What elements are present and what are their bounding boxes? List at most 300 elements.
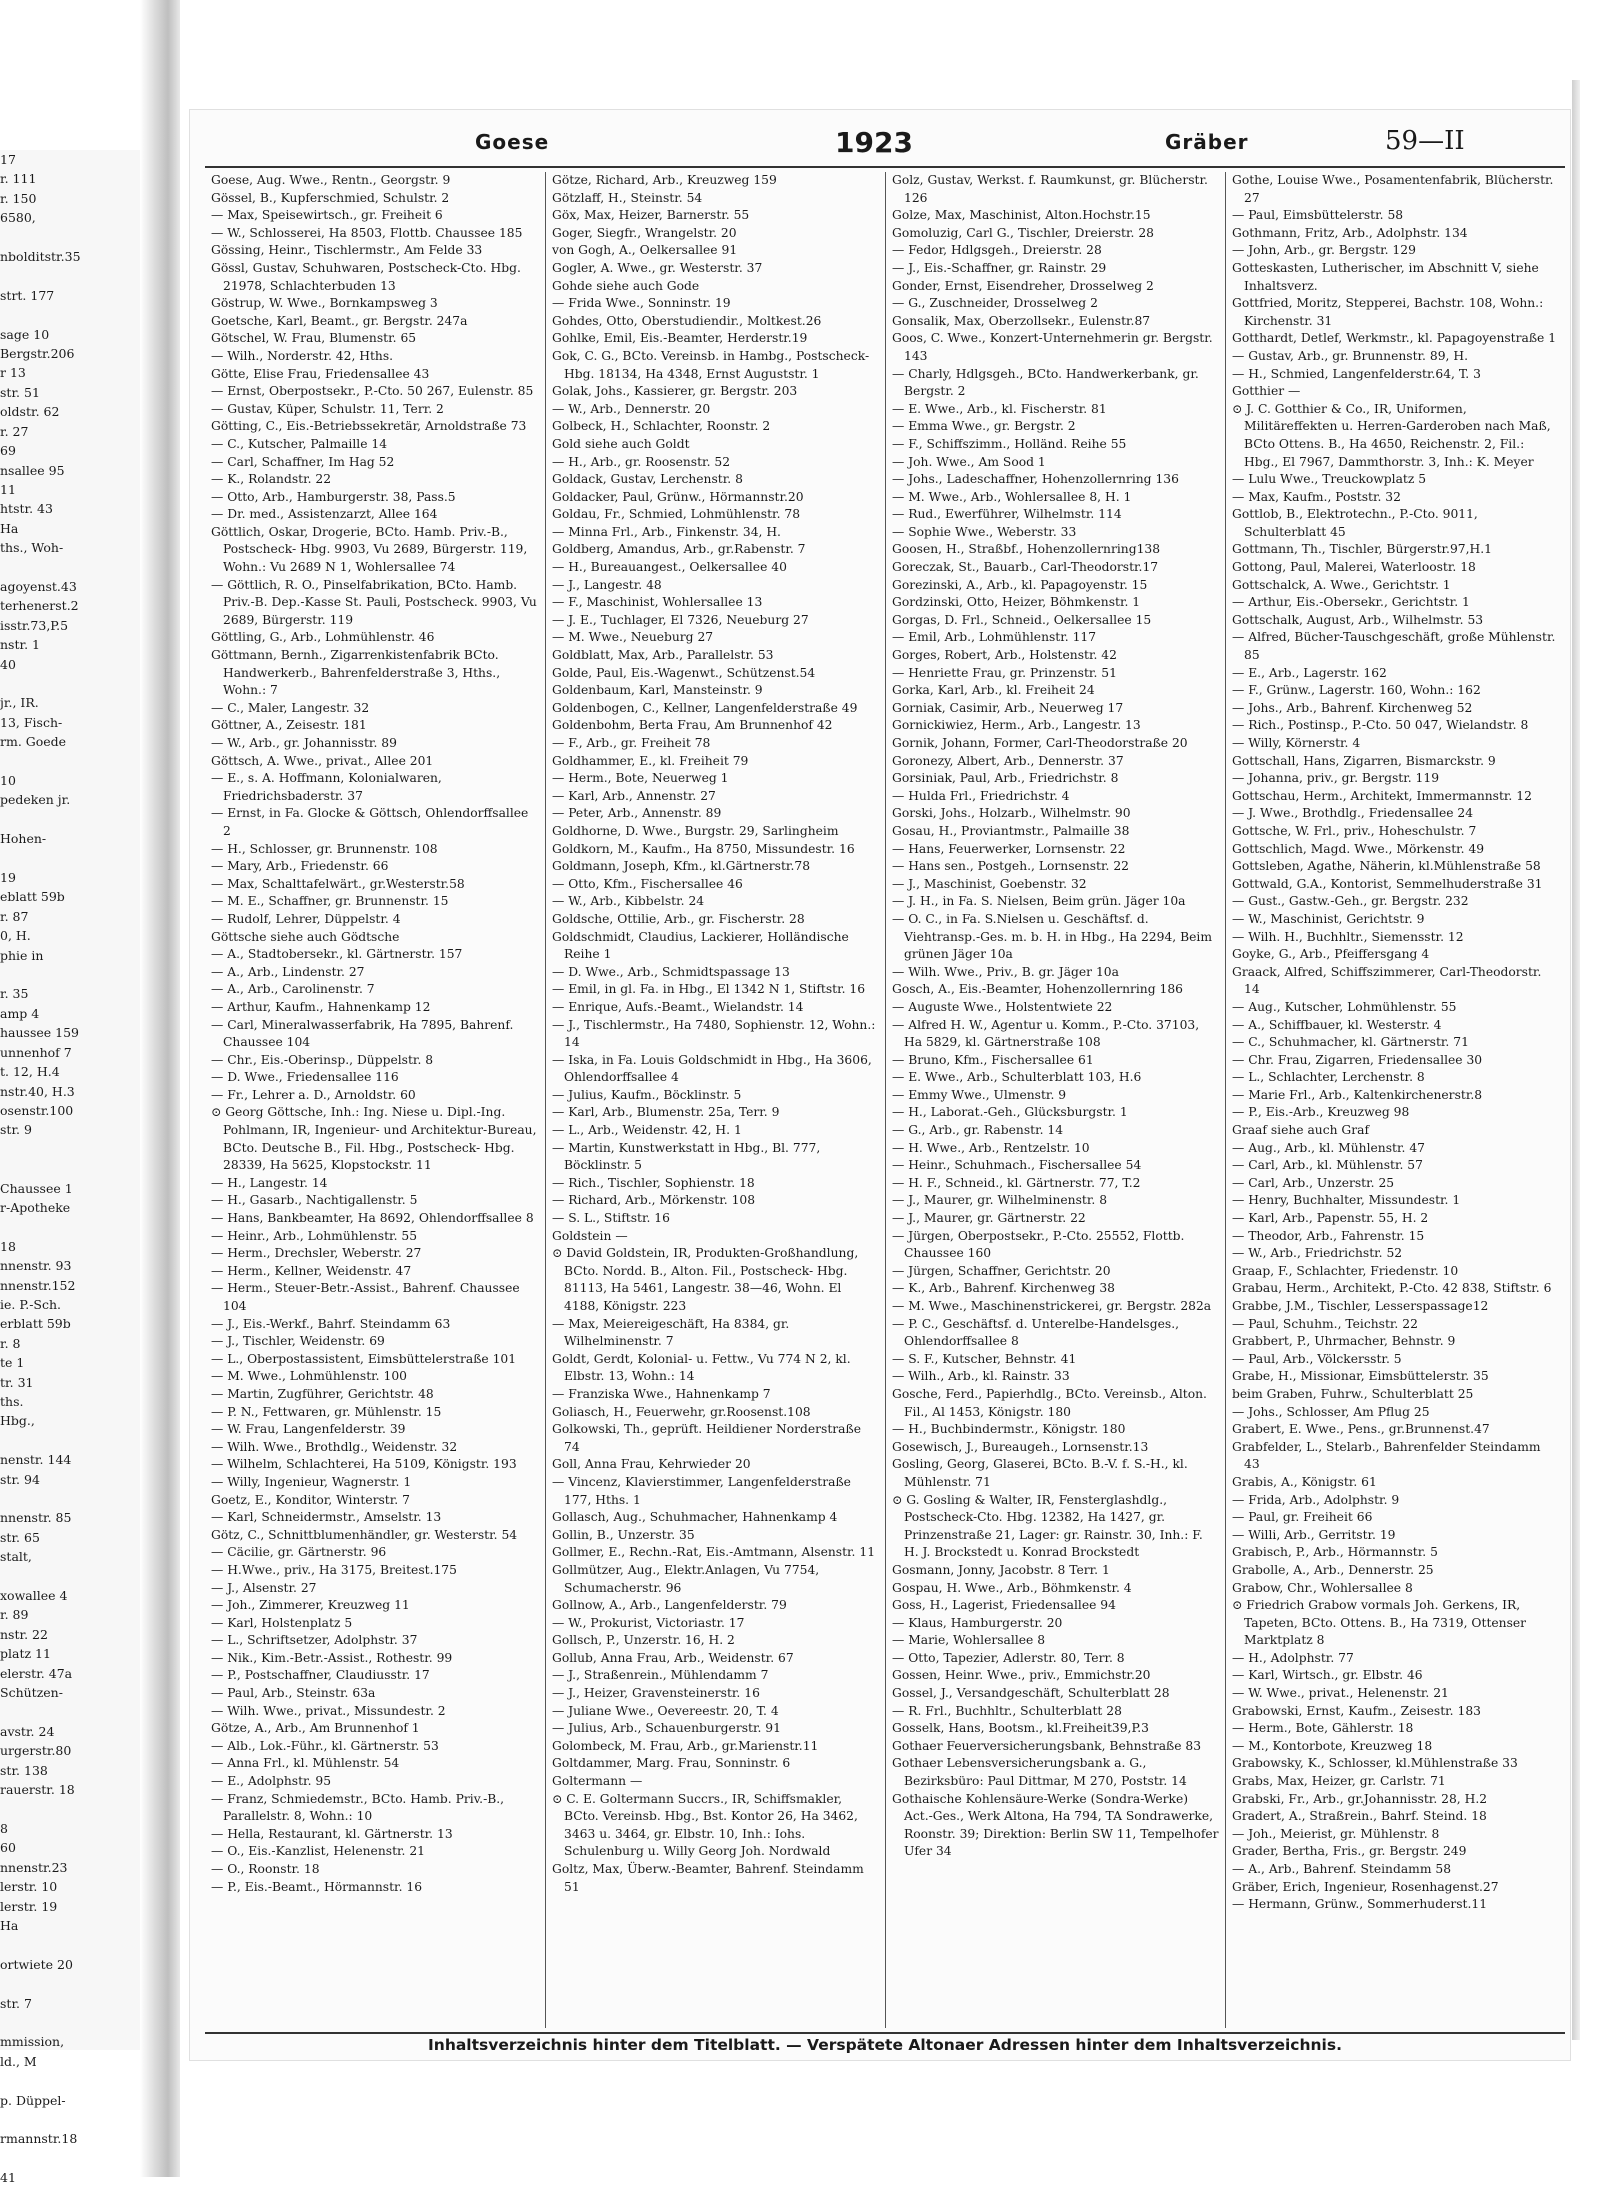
directory-entry: Gollsch, P., Unzerstr. 16, H. 2 — [552, 1633, 735, 1648]
directory-entry: ⊙ C. E. Goltermann Succrs., IR, Schiffsmakler, BCto. Vereinsb. Hbg., Bst. Kontor 26, Ha 3462, 3463 u. 3464, gr. Elbstr. 10, Inh.: Iohs. Schulenburg u. Willy Georg Joh. Nordwald — [552, 1791, 858, 1859]
directory-entry: — H., Arb., gr. Roosenstr. 52 — [552, 454, 731, 469]
directory-entry: — Karl, Arb., Blumenstr. 25a, Terr. 9 — [552, 1105, 780, 1120]
directory-entry: — L., Arb., Weidenstr. 42, H. 1 — [552, 1123, 742, 1138]
directory-entry: — P. N., Fettwaren, gr. Mühlenstr. 15 — [211, 1404, 442, 1419]
directory-entry: — Jürgen, Schaffner, Gerichtstr. 20 — [892, 1263, 1111, 1278]
left-page-line — [0, 1567, 140, 1586]
directory-entry: — Ernst, in Fa. Glocke & Göttsch, Ohlendorffsallee 2 — [211, 806, 529, 838]
left-page-line: urgerstr.80 — [0, 1743, 72, 1759]
directory-entry: — Arthur, Kaufm., Hahnenkamp 12 — [211, 999, 431, 1014]
directory-entry: Goldenbogen, C., Kellner, Langenfelderstraße 49 — [552, 700, 858, 715]
directory-entry: — E., s. A. Hoffmann, Kolonialwaren, Friedrichsbaderstr. 37 — [211, 771, 442, 803]
directory-entry: Götte, Elise Frau, Friedensallee 43 — [211, 366, 430, 381]
directory-entry: Götting, C., Eis.-Betriebssekretär, Arnoldstraße 73 — [211, 419, 527, 434]
directory-entry: — S. L., Stiftstr. 16 — [552, 1211, 670, 1226]
left-page-line: haussee 159 — [0, 1025, 80, 1041]
directory-entry: Grabs, Max, Heizer, gr. Carlstr. 71 — [1232, 1774, 1446, 1789]
directory-entry: Gossel, J., Versandgeschäft, Schulterblatt 28 — [892, 1686, 1170, 1701]
directory-entry: — Max, Meiereigeschäft, Ha 8384, gr. Wilhelminenstr. 7 — [552, 1316, 790, 1349]
left-page-line: r. 35 — [0, 986, 29, 1002]
directory-entry: Gottfried, Moritz, Stepperei, Bachstr. 108, Wohn.: Kirchenstr. 31 — [1232, 296, 1544, 328]
directory-entry: — Charly, Hdlgsgeh., BCto. Handwerkerbank, gr. Bergstr. 2 — [892, 366, 1199, 399]
directory-entry: — Otto, Arb., Hamburgerstr. 38, Pass.5 — [211, 489, 456, 504]
directory-entry: Gornickiwiez, Herm., Arb., Langestr. 13 — [892, 718, 1141, 733]
directory-entry: Goss, H., Lagerist, Friedensallee 94 — [892, 1598, 1116, 1613]
directory-entry: — Aug., Kutscher, Lohmühlenstr. 55 — [1232, 999, 1457, 1014]
directory-entry: Gorski, Johs., Holzarb., Wilhelmstr. 90 — [892, 806, 1131, 821]
left-page-line: ths., Woh- — [0, 540, 64, 556]
directory-entry: — Wilhelm, Schlachterei, Ha 5109, Königstr. 193 — [211, 1457, 517, 1472]
directory-entry: — C., Kutscher, Palmaille 14 — [211, 436, 388, 451]
directory-entry: — H., Bureauangest., Oelkersallee 40 — [552, 560, 787, 575]
directory-entry: — J., Alsenstr. 27 — [211, 1580, 317, 1595]
directory-entry: — Willi, Arb., Gerritstr. 19 — [1232, 1527, 1396, 1542]
directory-entry: von Gogh, A., Oelkersallee 91 — [552, 243, 738, 258]
left-page-line — [0, 849, 140, 868]
left-page-line — [0, 228, 140, 247]
directory-entry: — W. Frau, Langenfelderstr. 39 — [211, 1422, 406, 1437]
directory-entry: — Otto, Kfm., Fischersallee 46 — [552, 876, 743, 891]
directory-entry: — Hulda Frl., Friedrichstr. 4 — [892, 788, 1070, 803]
left-page-line: p. Düppel- — [0, 2092, 66, 2108]
directory-entry: Gollin, B., Unzerstr. 35 — [552, 1527, 695, 1542]
left-page-line: nnenstr. 85 — [0, 1510, 72, 1526]
directory-entry: Gössl, Gustav, Schuhwaren, Postscheck-Cto. Hbg. 21978, Schlachterbuden 13 — [211, 260, 521, 293]
directory-entry: — Hans sen., Postgeh., Lornsenstr. 22 — [892, 859, 1129, 874]
left-page-line: ld., M — [0, 2053, 37, 2069]
directory-entry: Grabisch, P., Arb., Hörmannstr. 5 — [1232, 1545, 1438, 1560]
directory-entry: — D. Wwe., Arb., Schmidtspassage 13 — [552, 964, 790, 979]
directory-entry: Goldschmidt, Claudius, Lackierer, Holländische Reihe 1 — [552, 929, 849, 962]
directory-entry: Gorgas, D. Frl., Schneid., Oelkersallee 15 — [892, 612, 1152, 627]
left-page-line — [0, 266, 140, 285]
directory-entry: — H., Gasarb., Nachtigallenstr. 5 — [211, 1193, 418, 1208]
directory-entry: Gospau, H. Wwe., Arb., Böhmkenstr. 4 — [892, 1580, 1132, 1595]
directory-entry: — Emmy Wwe., Ulmenstr. 9 — [892, 1087, 1067, 1102]
left-page-line: 11 — [0, 481, 16, 497]
directory-entry: — Emma Wwe., gr. Bergstr. 2 — [892, 419, 1076, 434]
entry-columns — [205, 172, 1565, 2028]
directory-entry: — M., Kontorbote, Kreuzweg 18 — [1232, 1738, 1433, 1753]
left-page-line: str. 51 — [0, 384, 40, 400]
directory-entry: — Juliane Wwe., Oevereestr. 20, T. 4 — [552, 1703, 779, 1718]
directory-entry: — Marie Frl., Arb., Kaltenkirchenerstr.8 — [1232, 1087, 1483, 1102]
directory-entry: Grabert, E. Wwe., Pens., gr.Brunnenst.47 — [1232, 1422, 1490, 1437]
directory-entry: — Karl, Holstenplatz 5 — [211, 1615, 353, 1630]
directory-entry: — G., Arb., gr. Rabenstr. 14 — [892, 1123, 1064, 1138]
directory-entry: — Alfred H. W., Agentur u. Komm., P.-Cto. 37103, Ha 5829, kl. Gärtnerstraße 108 — [892, 1017, 1200, 1050]
directory-entry: Gosling, Georg, Glaserei, BCto. B.-V. f. S.-H., kl. Mühlenstr. 71 — [892, 1457, 1188, 1489]
directory-entry: Goldhammer, E., kl. Freiheit 79 — [552, 753, 749, 768]
left-page-line: eblatt 59b — [0, 889, 65, 905]
directory-entry: Gorka, Karl, Arb., kl. Freiheit 24 — [892, 683, 1095, 698]
left-page-line: str. 138 — [0, 1762, 48, 1778]
directory-entry: — P., Eis.-Arb., Kreuzweg 98 — [1232, 1105, 1410, 1120]
left-page-line — [0, 1140, 140, 1159]
directory-entry: — Aug., Arb., kl. Mühlenstr. 47 — [1232, 1140, 1425, 1155]
left-page-line: Hohen- — [0, 831, 47, 847]
directory-entry: — O., Eis.-Kanzlist, Helenenstr. 21 — [211, 1844, 426, 1859]
directory-entry: — Herm., Steuer-Betr.-Assist., Bahrenf. Chaussee 104 — [211, 1281, 520, 1313]
directory-entry: Göttlich, Oskar, Drogerie, BCto. Hamb. Priv.-B., Postscheck- Hbg. 9903, Vu 2689, Bürgerstr. 119, Wohn.: Vu 2689 N 1, Wohlersallee 74 — [211, 524, 528, 575]
directory-entry: — Hans, Bankbeamter, Ha 8692, Ohlendorffsallee 8 — [211, 1211, 534, 1226]
directory-entry: Gottschalck, A. Wwe., Gerichtstr. 1 — [1232, 577, 1451, 592]
directory-entry: Goldenbohm, Berta Frau, Am Brunnenhof 42 — [552, 718, 833, 733]
directory-entry: Gottong, Paul, Malerei, Waterloostr. 18 — [1232, 560, 1476, 575]
left-page-line: nstr.40, H.3 — [0, 1083, 75, 1099]
directory-entry: Goetz, E., Konditor, Winterstr. 7 — [211, 1492, 410, 1507]
directory-entry: Goldack, Gustav, Lerchenstr. 8 — [552, 472, 743, 487]
left-page-line: htstr. 43 — [0, 501, 53, 517]
directory-entry: — Herm., Kellner, Weidenstr. 47 — [211, 1263, 412, 1278]
directory-entry: — Rudolf, Lehrer, Düppelstr. 4 — [211, 911, 401, 926]
directory-entry: Goltdammer, Marg. Frau, Sonninstr. 6 — [552, 1756, 791, 1771]
directory-entry: Gollasch, Aug., Schuhmacher, Hahnenkamp 4 — [552, 1510, 838, 1525]
directory-entry: — Sophie Wwe., Weberstr. 33 — [892, 524, 1077, 539]
directory-entry: Göstrup, W. Wwe., Bornkampsweg 3 — [211, 296, 438, 311]
directory-entry: Gottschau, Herm., Architekt, Immermannstr. 12 — [1232, 788, 1532, 803]
directory-entry: Gothe, Louise Wwe., Posamentenfabrik, Blücherstr. 27 — [1232, 173, 1554, 205]
directory-entry: — Vincenz, Klavierstimmer, Langenfelderstraße 177, Hths. 1 — [552, 1474, 851, 1507]
left-page-line — [0, 1800, 140, 1819]
directory-entry: Gottmann, Th., Tischler, Bürgerstr.97,H.1 — [1232, 542, 1492, 557]
directory-entry: Gorniak, Casimir, Arb., Neuerweg 17 — [892, 700, 1124, 715]
header-rule — [205, 166, 1565, 168]
directory-entry: — Emil, Arb., Lohmühlenstr. 117 — [892, 630, 1097, 645]
left-page-line: r 13 — [0, 365, 26, 381]
directory-entry: — Paul, gr. Freiheit 66 — [1232, 1510, 1373, 1525]
directory-entry: Gosau, H., Proviantmstr., Palmaille 38 — [892, 823, 1130, 838]
directory-entry: — C., Maler, Langestr. 32 — [211, 700, 370, 715]
directory-entry: — R. Frl., Buchhltr., Schulterblatt 28 — [892, 1703, 1122, 1718]
directory-entry: Götze, Richard, Arb., Kreuzweg 159 — [552, 173, 777, 187]
directory-entry: Goldstein — — [552, 1228, 628, 1243]
directory-entry: Grabfelder, L., Stelarb., Bahrenfelder Steindamm 43 — [1232, 1439, 1541, 1472]
left-page-line: 60 — [0, 1840, 16, 1856]
left-page-line — [0, 965, 140, 984]
directory-entry: Goldsche, Ottilie, Arb., gr. Fischerstr. 28 — [552, 911, 805, 926]
directory-entry: Gonsalik, Max, Oberzollsekr., Eulenstr.87 — [892, 313, 1151, 328]
directory-entry: — M. E., Schaffner, gr. Brunnenstr. 15 — [211, 894, 449, 909]
left-page-line: ie. P.-Sch. — [0, 1296, 62, 1312]
directory-entry: — Rich., Tischler, Sophienstr. 18 — [552, 1175, 755, 1190]
directory-entry: — Joh. Wwe., Am Sood 1 — [892, 454, 1046, 469]
directory-entry: — H., Schmied, Langenfelderstr.64, T. 3 — [1232, 366, 1481, 381]
directory-entry: — Johs., Ladeschaffner, Hohenzollernring 136 — [892, 472, 1179, 487]
left-page-line — [0, 2149, 140, 2168]
directory-entry: — Chr., Eis.-Oberinsp., Düppelstr. 8 — [211, 1052, 434, 1067]
directory-entry: — J., Heizer, Gravensteinerstr. 16 — [552, 1686, 760, 1701]
directory-entry: — Anna Frl., kl. Mühlenstr. 54 — [211, 1756, 400, 1771]
directory-entry: — Herm., Bote, Gählerstr. 18 — [1232, 1721, 1414, 1736]
directory-entry: — A., Stadtobersekr., kl. Gärtnerstr. 157 — [211, 947, 463, 962]
left-page-line: ortwiete 20 — [0, 1956, 73, 1972]
directory-entry: Goldenbaum, Karl, Mansteinstr. 9 — [552, 683, 763, 698]
directory-entry: Gollmer, E., Rechn.-Rat, Eis.-Amtmann, Alsenstr. 11 — [552, 1545, 876, 1560]
directory-entry: — Theodor, Arb., Fahrenstr. 15 — [1232, 1228, 1425, 1243]
directory-entry: Goosen, H., Straßbf., Hohenzollernring138 — [892, 542, 1161, 557]
left-page-line — [0, 1974, 140, 1993]
directory-entry: Goldblatt, Max, Arb., Parallelstr. 53 — [552, 648, 774, 663]
left-page-line — [0, 1431, 140, 1450]
directory-entry: Gohdes, Otto, Oberstudiendir., Moltkest.26 — [552, 313, 822, 328]
directory-entry: Gossen, Heinr. Wwe., priv., Emmichstr.20 — [892, 1668, 1151, 1683]
left-page-line: 13, Fisch- — [0, 714, 63, 730]
directory-entry: Grabolle, A., Arb., Dennerstr. 25 — [1232, 1562, 1434, 1577]
directory-entry: Goese, Aug. Wwe., Rentn., Georgstr. 9 — [211, 173, 451, 187]
directory-entry: — M. Wwe., Neueburg 27 — [552, 630, 714, 645]
directory-entry: — Mary, Arb., Friedenstr. 66 — [211, 859, 389, 874]
directory-entry: Gössing, Heinr., Tischlermstr., Am Felde 33 — [211, 243, 483, 258]
book-spine-shadow — [140, 0, 180, 2177]
directory-entry: Gosselk, Hans, Bootsm., kl.Freiheit39,P.3 — [892, 1721, 1149, 1736]
left-page-line — [0, 558, 140, 577]
directory-entry: — Max, Schalttafelwärt., gr.Westerstr.58 — [211, 876, 465, 891]
directory-entry: — Karl, Wirtsch., gr. Elbstr. 46 — [1232, 1668, 1423, 1683]
left-page-line: r. 111 — [0, 171, 37, 187]
page-edge — [1572, 80, 1580, 2040]
directory-entry: — A., Arb., Lindenstr. 27 — [211, 964, 365, 979]
directory-entry: — Otto, Tapezier, Adlerstr. 80, Terr. 8 — [892, 1650, 1125, 1665]
directory-entry: — Joh., Meierist, gr. Mühlenstr. 8 — [1232, 1826, 1440, 1841]
left-page-fragment — [0, 150, 140, 2186]
directory-entry: Götze, A., Arb., Am Brunnenhof 1 — [211, 1721, 420, 1736]
directory-entry: — H.Wwe., priv., Ha 3175, Breitest.175 — [211, 1562, 457, 1577]
directory-entry: Gollnow, A., Arb., Langenfelderstr. 79 — [552, 1598, 787, 1613]
left-page-line — [0, 674, 140, 693]
left-page-line: nnenstr. 93 — [0, 1258, 72, 1274]
directory-entry: Golak, Johs., Kassierer, gr. Bergstr. 203 — [552, 384, 798, 399]
directory-entry: Gonder, Ernst, Eisendreher, Drosselweg 2 — [892, 278, 1154, 293]
column-1 — [205, 172, 545, 2028]
directory-entry: Gosch, A., Eis.-Beamter, Hohenzollernring 186 — [892, 982, 1183, 997]
left-page-line: 19 — [0, 870, 16, 886]
left-page-line: te 1 — [0, 1355, 25, 1371]
left-page-line — [0, 1159, 140, 1178]
directory-entry: Graack, Alfred, Schiffszimmerer, Carl-Theodorstr. 14 — [1232, 964, 1542, 997]
directory-entry: Grabowski, Ernst, Kaufm., Zeisestr. 183 — [1232, 1703, 1481, 1718]
directory-entry: Gosmann, Jonny, Jacobstr. 8 Terr. 1 — [892, 1562, 1110, 1577]
directory-entry: Goyke, G., Arb., Pfeiffersgang 4 — [1232, 947, 1430, 962]
left-page-line: lerstr. 10 — [0, 1879, 58, 1895]
directory-entry: — L., Schlachter, Lerchenstr. 8 — [1232, 1070, 1425, 1085]
directory-entry: — Heinr., Schuhmach., Fischersallee 54 — [892, 1158, 1142, 1173]
directory-entry: Golde, Paul, Eis.-Wagenwt., Schützenst.54 — [552, 665, 816, 680]
directory-entry: — W., Maschinist, Gerichtstr. 9 — [1232, 911, 1425, 926]
directory-entry: — Johs., Schlosser, Am Pflug 25 — [1232, 1404, 1430, 1419]
directory-entry: — P., Postschaffner, Claudiusstr. 17 — [211, 1668, 430, 1683]
directory-entry: ⊙ David Goldstein, IR, Produkten-Großhandlung, BCto. Nordd. B., Alton. Fil., Postscheck- Hbg. 81113, Ha 5461, Langestr. 38—46, Wohn. El 4188, Königstr. 223 — [552, 1246, 859, 1313]
directory-entry: — Auguste Wwe., Holstentwiete 22 — [892, 999, 1113, 1014]
directory-entry: Gotteskasten, Lutherischer, im Abschnitt V, siehe Inhaltsverz. — [1232, 260, 1539, 293]
directory-entry: — Martin, Zugführer, Gerichtstr. 48 — [211, 1386, 434, 1401]
directory-entry: Golombeck, M. Frau, Arb., gr.Marienstr.11 — [552, 1738, 819, 1753]
directory-entry: ⊙ Friedrich Grabow vormals Joh. Gerkens, IR, Tapeten, BCto. Ottens. B., Ha 7319, Ottenser Marktplatz 8 — [1232, 1598, 1527, 1648]
directory-entry: — Hella, Restaurant, kl. Gärtnerstr. 13 — [211, 1826, 453, 1841]
directory-entry: — F., Schiffszimm., Holländ. Reihe 55 — [892, 436, 1127, 451]
directory-entry: — K., Arb., Bahrenf. Kirchenweg 38 — [892, 1281, 1116, 1296]
left-page-line: rauerstr. 18 — [0, 1782, 75, 1798]
directory-entry: Goos, C. Wwe., Konzert-Unternehmerin gr. Bergstr. 143 — [892, 331, 1213, 363]
directory-entry: — Frida, Arb., Adolphstr. 9 — [1232, 1492, 1400, 1507]
directory-entry: — Karl, Arb., Annenstr. 27 — [552, 788, 716, 803]
directory-entry: — G., Zuschneider, Drosselweg 2 — [892, 296, 1098, 311]
directory-entry: — Hans, Feuerwerker, Lornsenstr. 22 — [892, 841, 1126, 856]
directory-entry: — Hermann, Grünw., Sommerhuderst.11 — [1232, 1897, 1488, 1912]
left-page-line: 0, H. — [0, 928, 31, 944]
left-page-line — [0, 752, 140, 771]
left-page-line: tr. 31 — [0, 1374, 34, 1390]
directory-entry: — Richard, Arb., Mörkenstr. 108 — [552, 1193, 756, 1208]
directory-entry: Gold siehe auch Goldt — [552, 436, 690, 451]
directory-entry: Grabau, Herm., Architekt, P.-Cto. 42 838, Stiftstr. 6 — [1232, 1281, 1552, 1296]
directory-entry: — J., Maurer, gr. Wilhelminenstr. 8 — [892, 1193, 1108, 1208]
left-page-line: avstr. 24 — [0, 1723, 55, 1739]
left-page-line: 69 — [0, 443, 16, 459]
left-page-line: lerstr. 19 — [0, 1898, 58, 1914]
directory-entry: ⊙ Georg Göttsche, Inh.: Ing. Niese u. Dipl.-Ing. Pohlmann, IR, Ingenieur- und Architektur-Bureau, BCto. Deutsche B., Fil. Hbg., Postscheck- Hbg. 28339, Ha 5625, Klopstockstr. 11 — [211, 1105, 537, 1173]
directory-entry: Goldmann, Joseph, Kfm., kl.Gärtnerstr.78 — [552, 859, 811, 874]
directory-entry: Gothaische Kohlensäure-Werke (Sondra-Werke) Act.-Ges., Werk Altona, Ha 794, TA Sondrawerke, Roonstr. 39; Direktion: Berlin SW 11, Tempelhofer Ufer 34 — [892, 1791, 1219, 1859]
directory-entry: Gothaer Feuerversicherungsbank, Behnstraße 83 — [892, 1738, 1202, 1753]
left-page-line: mmission, — [0, 2034, 65, 2050]
left-page-line: 18 — [0, 1238, 16, 1254]
directory-entry: — Wilh. Wwe., Brothdlg., Weidenstr. 32 — [211, 1439, 458, 1454]
directory-entry: — S. F., Kutscher, Behnstr. 41 — [892, 1351, 1077, 1366]
left-page-line: phie in — [0, 947, 44, 963]
directory-entry: Göttmann, Bernh., Zigarrenkistenfabrik BCto. Handwerkerb., Bahrenfelderstraße 3, Hths., Wohn.: 7 — [211, 648, 501, 698]
left-page-line — [0, 2110, 140, 2129]
directory-entry: Gräber, Erich, Ingenieur, Rosenhagenst.27 — [1232, 1879, 1499, 1894]
directory-entry: — Nik., Kim.-Betr.-Assist., Rothestr. 99 — [211, 1650, 453, 1665]
directory-entry: — Chr. Frau, Zigarren, Friedensallee 30 — [1232, 1052, 1483, 1067]
directory-entry: Gottlob, B., Elektrotechn., P.-Cto. 9011, Schulterblatt 45 — [1232, 507, 1478, 539]
left-page-line — [0, 2071, 140, 2090]
directory-entry: Gothaer Lebensversicherungsbank a. G., Bezirksbüro: Paul Dittmar, M 270, Poststr. 14 — [892, 1756, 1187, 1789]
left-page-line: Ha — [0, 1917, 19, 1933]
directory-entry: — W., Arb., Dennerstr. 20 — [552, 401, 711, 416]
directory-entry: — Henriette Frau, gr. Prinzenstr. 51 — [892, 665, 1117, 680]
directory-entry: — Wilh. Wwe., Priv., B. gr. Jäger 10a — [892, 964, 1119, 979]
directory-entry: — Johs., Arb., Bahrenf. Kirchenweg 52 — [1232, 700, 1473, 715]
directory-entry: Goltz, Max, Überw.-Beamter, Bahrenf. Steindamm 51 — [552, 1862, 864, 1894]
directory-entry: — Henry, Buchhalter, Missundestr. 1 — [1232, 1193, 1461, 1208]
directory-entry: — Willy, Ingenieur, Wagnerstr. 1 — [211, 1474, 412, 1489]
left-page-line: osenstr.100 — [0, 1102, 74, 1118]
directory-entry: Goronezy, Albert, Arb., Dennerstr. 37 — [892, 753, 1124, 768]
left-page-line — [0, 1489, 140, 1508]
directory-entry: — H. F., Schneid., kl. Gärtnerstr. 77, T.2 — [892, 1175, 1141, 1190]
directory-entry: — J., Eis.-Schaffner, gr. Rainstr. 29 — [892, 260, 1107, 275]
directory-entry: Golbeck, H., Schlachter, Roonstr. 2 — [552, 419, 771, 434]
left-page-line — [0, 1935, 140, 1954]
directory-entry: Goreczak, St., Bauarb., Carl-Theodorstr.17 — [892, 560, 1159, 575]
directory-entry: — Herm., Drechsler, Weberstr. 27 — [211, 1246, 422, 1261]
directory-entry: — Carl, Arb., kl. Mühlenstr. 57 — [1232, 1158, 1423, 1173]
directory-entry: — Peter, Arb., Annenstr. 89 — [552, 806, 722, 821]
directory-entry: — E., Adolphstr. 95 — [211, 1774, 332, 1789]
directory-entry: — Minna Frl., Arb., Finkenstr. 34, H. — [552, 524, 781, 539]
directory-entry: Götzlaff, H., Steinstr. 54 — [552, 190, 703, 205]
directory-entry: Göx, Max, Heizer, Barnerstr. 55 — [552, 208, 750, 223]
directory-entry: Grabowsky, K., Schlosser, kl.Mühlenstraße 33 — [1232, 1756, 1518, 1771]
directory-entry: — Franz, Schmiedemstr., BCto. Hamb. Priv.-B., Parallelstr. 8, Wohn.: 10 — [211, 1791, 505, 1824]
directory-entry: Göttner, A., Zeisestr. 181 — [211, 718, 367, 733]
directory-entry: — Marie, Wohlersallee 8 — [892, 1633, 1046, 1648]
directory-entry: — W., Schlosserei, Ha 8503, Flottb. Chaussee 185 — [211, 225, 523, 240]
left-page-line: r. 8 — [0, 1335, 21, 1351]
left-page-line: str. 65 — [0, 1529, 40, 1545]
directory-entry: — Gustav, Küper, Schulstr. 11, Terr. 2 — [211, 401, 444, 416]
directory-entry: Gottschalk, August, Arb., Wilhelmstr. 53 — [1232, 612, 1484, 627]
directory-entry: Grabbert, P., Uhrmacher, Behnstr. 9 — [1232, 1334, 1456, 1349]
directory-entry: — Willy, Körnerstr. 4 — [1232, 736, 1361, 750]
left-page-line: sage 10 — [0, 326, 50, 342]
left-page-line: rm. Goede — [0, 734, 67, 750]
directory-entry: Goldhorne, D. Wwe., Burgstr. 29, Sarlingheim — [552, 823, 839, 838]
directory-entry: Grabis, A., Königstr. 61 — [1232, 1474, 1377, 1489]
left-page-line — [0, 2013, 140, 2032]
directory-entry: Golz, Gustav, Werkst. f. Raumkunst, gr. Blücherstr. 126 — [892, 173, 1208, 205]
directory-entry: Götz, C., Schnittblumenhändler, gr. Westerstr. 54 — [211, 1527, 518, 1542]
directory-entry: Gohlke, Emil, Eis.-Beamter, Herderstr.19 — [552, 331, 808, 346]
directory-entry: — H., Buchbindermstr., Königstr. 180 — [892, 1422, 1126, 1437]
directory-entry: — J., Maschinist, Goebenstr. 32 — [892, 876, 1087, 891]
directory-entry: Goetsche, Karl, Beamt., gr. Bergstr. 247a — [211, 313, 468, 328]
left-page-line: 10 — [0, 773, 16, 788]
directory-entry: — Alfred, Bücher-Tauschgeschäft, große Mühlenstr. 85 — [1232, 630, 1556, 663]
directory-entry: — H., Langestr. 14 — [211, 1175, 328, 1190]
directory-entry: Goldt, Gerdt, Kolonial- u. Fettw., Vu 774 N 2, kl. Elbstr. 13, Wohn.: 14 — [552, 1351, 851, 1384]
directory-entry: Gogler, A. Wwe., gr. Westerstr. 37 — [552, 260, 763, 275]
left-page-line: r. 89 — [0, 1607, 29, 1623]
left-page-line: terhenerst.2 — [0, 598, 79, 614]
directory-entry: Göttling, G., Arb., Lohmühlenstr. 46 — [211, 630, 435, 645]
directory-entry: — W., Prokurist, Victoriastr. 17 — [552, 1615, 745, 1630]
directory-entry: Grabbe, J.M., Tischler, Lesserspassage12 — [1232, 1299, 1489, 1313]
directory-entry: Goldau, Fr., Schmied, Lohmühlenstr. 78 — [552, 507, 801, 522]
left-page-line — [0, 1703, 140, 1722]
directory-entry: — J. Wwe., Brothdlg., Friedensallee 24 — [1232, 806, 1474, 821]
left-page-line: r. 150 — [0, 190, 37, 206]
directory-entry: — F., Arb., gr. Freiheit 78 — [552, 736, 711, 750]
directory-entry: — Jürgen, Oberpostsekr., P.-Cto. 25552, Flottb. Chaussee 160 — [892, 1228, 1185, 1261]
directory-entry: — J. E., Tuchlager, El 7326, Neueburg 27 — [552, 612, 809, 627]
left-page-line: t. 12, H.4 — [0, 1064, 60, 1080]
left-page-line: ths. — [0, 1394, 24, 1409]
left-page-line: 8 — [0, 1820, 8, 1836]
directory-entry: Grabski, Fr., Arb., gr.Johannisstr. 28, H.2 — [1232, 1791, 1488, 1806]
left-page-line: r-Apotheke — [0, 1199, 71, 1215]
left-page-line: Bergstr.206 — [0, 346, 75, 362]
header-first-entry: Goese — [475, 130, 550, 154]
directory-entry: Gotthardt, Detlef, Werkmstr., kl. Papagoyenstraße 1 — [1232, 331, 1557, 346]
left-page-line: Schützen- — [0, 1685, 63, 1701]
directory-entry: — Lulu Wwe., Treuckowplatz 5 — [1232, 472, 1427, 487]
directory-entry: — Franziska Wwe., Hahnenkamp 7 — [552, 1386, 771, 1401]
directory-entry: — Julius, Kaufm., Böcklinstr. 5 — [552, 1087, 742, 1102]
directory-entry: Grabow, Chr., Wohlersallee 8 — [1232, 1580, 1413, 1595]
directory-entry: — D. Wwe., Friedensallee 116 — [211, 1070, 399, 1085]
directory-entry: Göttsche siehe auch Gödtsche — [211, 929, 400, 944]
directory-entry: — Rud., Ewerführer, Wilhelmstr. 114 — [892, 507, 1122, 522]
directory-entry: — Paul, Arb., Völckersstr. 5 — [1232, 1351, 1402, 1366]
left-page-line: 41 — [0, 2170, 16, 2186]
directory-entry: — W., Arb., gr. Johannisstr. 89 — [211, 736, 397, 750]
directory-entry: Gohde siehe auch Gode — [552, 278, 700, 293]
directory-entry: — Bruno, Kfm., Fischersallee 61 — [892, 1052, 1094, 1067]
directory-entry: — Iska, in Fa. Louis Goldschmidt in Hbg., Ha 3606, Ohlendorffsallee 4 — [552, 1052, 872, 1085]
